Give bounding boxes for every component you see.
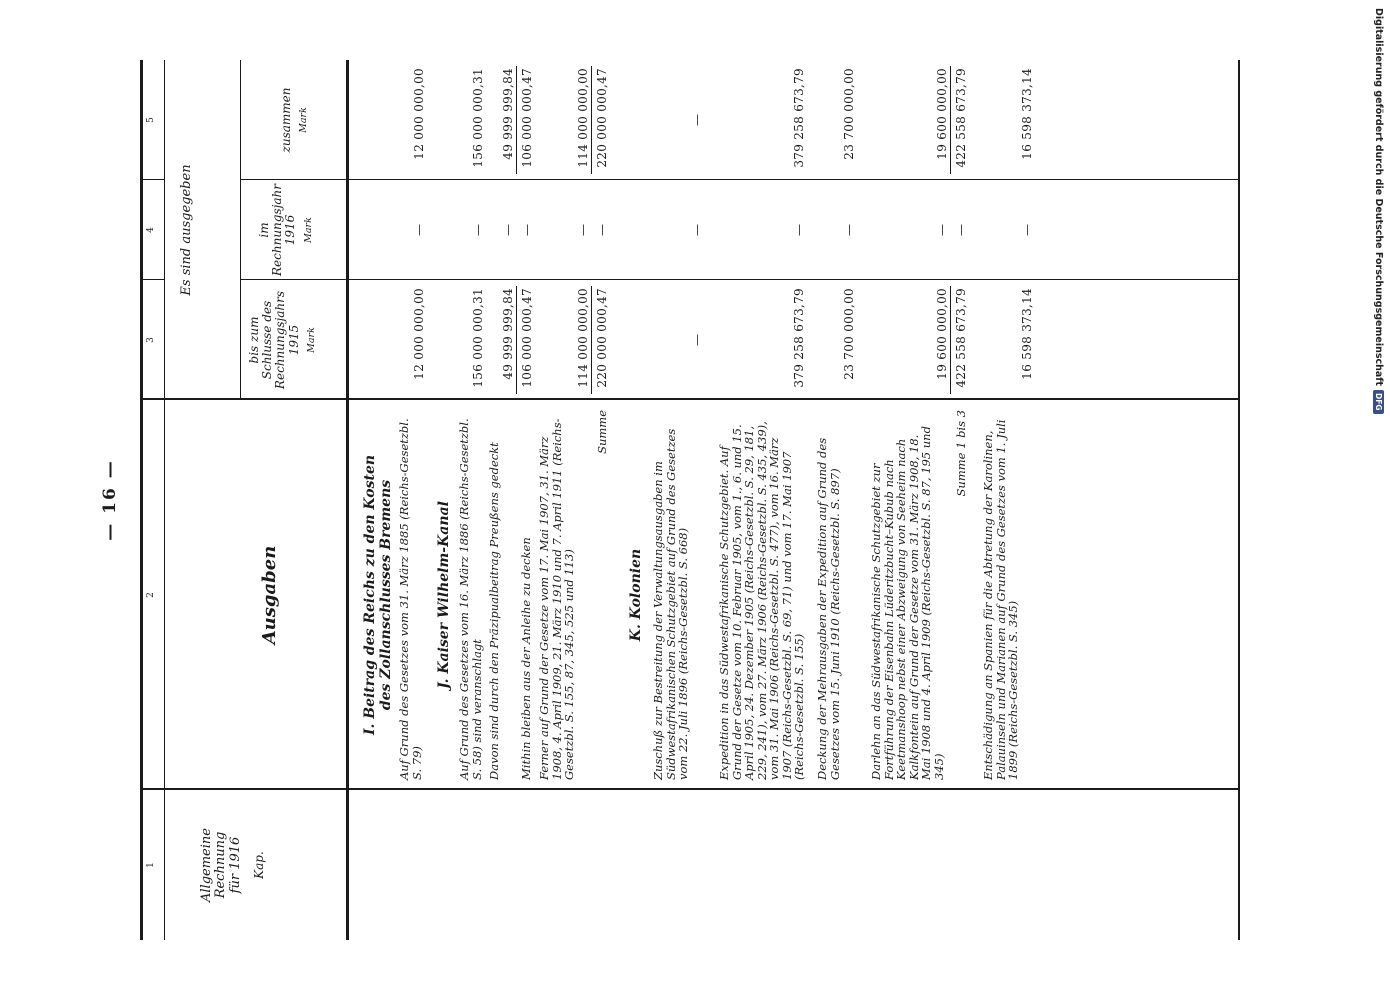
section-k-row-2b: Deckung der Mehrausgaben der Expedition auf Grund des Gesetzes vom 15. Juni 1910 (Reichs-Gesetzbl. S. 897) (815, 437, 842, 780)
col5-header-line: zusammen (279, 87, 293, 153)
col4-header-line: im (257, 222, 271, 238)
amount-j1-col3: 156 000 000,31 (471, 288, 485, 388)
rule-j2-col3 (516, 286, 517, 394)
section-k-row-4: Entschädigung an Spanien für die Abtretung der Karolinen, Palauinseln und Marianen auf Grund des Gesetzes vom 1. Juli 1899 (Reichs-Gesetzbl. S. 345) (981, 419, 1020, 780)
page-number: — 16 — (100, 459, 120, 541)
col5-header-unit: Mark (298, 107, 310, 133)
column-number-rule (164, 60, 165, 940)
amount-i-col3: 12 000 000,00 (412, 288, 426, 380)
column-number-4: 4 (146, 227, 156, 233)
col2-header: Ausgaben (259, 545, 280, 645)
amount-k3-col3: 19 600 000,00 (935, 288, 949, 380)
side-credit (1368, 8, 1390, 411)
col4-header-line: 1916 (283, 214, 298, 246)
amount-k2-col3: 379 258 673,79 (792, 288, 806, 388)
column-number-2: 2 (146, 592, 156, 598)
amount-j3-col5: 106 000 000,47 (520, 68, 534, 168)
col-divider-4 (240, 179, 1238, 180)
col1-header-line: für 1916 (227, 836, 243, 894)
dash-i-col4: — (412, 224, 426, 236)
table-bottom-rule (1238, 60, 1240, 940)
dash-k1-col5: — (690, 114, 704, 126)
group-header: Es sind ausgegeben (179, 164, 194, 296)
col-divider-1 (140, 788, 1240, 790)
amount-j4-col5: 114 000 000,00 (576, 68, 590, 168)
column-number-5: 5 (146, 117, 156, 123)
column-number-3: 3 (146, 337, 156, 343)
section-k-row-1: Zuschuß zur Bestreitung der Verwaltungsausgaben im Südwestafrikanischen Schutzgebiet auf Grund des Gesetzes vom 22. Juli 1896 (Reichs-Gesetzbl. S. 668) (651, 428, 690, 780)
col1-header-line: Rechnung (213, 831, 229, 899)
dash-j3-col4: — (520, 224, 534, 236)
section-j-row-4: Ferner auf Grund der Gesetze vom 17. Mai 1907, 31. März 1908, 4. April 1909, 21. März 1910 und 7. April 1911 (Reichs-Gesetzbl. S. 155, 87, 345, 525 und 113) (537, 418, 576, 780)
amount-j1-col5: 156 000 000,31 (471, 68, 485, 168)
column-number-1: 1 (146, 862, 156, 868)
dash-k2b-col4: — (842, 224, 856, 236)
dfg-logo: DFG (1374, 390, 1385, 414)
col1-header-line: Allgemeine (199, 828, 214, 902)
document-page (100, 60, 1240, 940)
amount-k2-col5: 379 258 673,79 (792, 68, 806, 168)
amount-k4-col3: 16 598 373,14 (1020, 288, 1034, 380)
dash-j1-col4: — (471, 224, 485, 236)
header-bottom-rule (346, 60, 349, 940)
amount-k4-col5: 16 598 373,14 (1020, 68, 1034, 160)
dash-k1-col3: — (690, 334, 704, 346)
section-j-row-3: Mithin bleiben aus der Anleihe zu decken (519, 537, 533, 780)
col3-header (248, 280, 317, 400)
dash-k2-col4: — (792, 224, 806, 236)
amount-j3-col3: 106 000 000,47 (520, 288, 534, 388)
amount-j4-col3: 114 000 000,00 (576, 288, 590, 388)
section-i-title-2: des Zollanschlusses Bremens (378, 479, 394, 711)
amount-k3-col5: 19 600 000,00 (935, 68, 949, 160)
col1-unit: Kap. (251, 851, 266, 879)
col4-header-line: Rechnungsjahr (270, 184, 285, 276)
section-j-row-2: Davon sind durch den Präzipualbeitrag Preußens gedeckt (487, 442, 501, 780)
col-divider-3-top (140, 279, 164, 280)
amount-k2b-col3: 23 700 000,00 (842, 288, 856, 380)
col5-header (280, 60, 310, 180)
col4-header (258, 180, 314, 280)
rule-k3-col5 (950, 66, 951, 174)
dash-ksum-col4: — (954, 224, 968, 236)
amount-jsum-col5: 220 000 000,47 (595, 68, 609, 168)
amount-k2b-col5: 23 700 000,00 (842, 68, 856, 160)
rule-j4-col3 (591, 286, 592, 394)
col3-header-line: 1915 (286, 324, 301, 356)
col3-header-line: Schlusse des (260, 300, 275, 380)
section-i-text: Auf Grund des Gesetzes vom 31. März 1885 (Reichs-Gesetzbl. S. 79) (397, 418, 424, 780)
credit-text: Digitalisierung gefördert durch die Deutsche Forschungsgemeinschaft (1373, 8, 1385, 386)
dash-k4-col4: — (1020, 224, 1034, 236)
dash-j4-col4: — (576, 224, 590, 236)
section-j-title: J. Kaiser Wilhelm-Kanal (436, 501, 452, 689)
rule-j4-col5 (591, 66, 592, 174)
section-j-row-1: Auf Grund des Gesetzes vom 16. März 1886 (Reichs-Gesetzbl. S. 58) sind veranschlagt (457, 418, 484, 780)
ledger-table (140, 60, 1240, 940)
col-divider-4-top (140, 179, 164, 180)
section-k-summe: Summe 1 bis 3 (954, 410, 968, 497)
amount-i-col5: 12 000 000,00 (412, 68, 426, 160)
amount-j2-col5: 49 999 999,84 (501, 68, 515, 160)
table-top-rule (140, 60, 143, 940)
section-k-row-2: Expedition in das Südwestafrikanische Schutzgebiet. Auf Grund der Gesetze vom 10. Februar 1905, vom 1., 6. und 15. April 1905, 24. Dezember 1905 (Reichs-Gesetzbl. S. 29, 181, 229, 241), vom 27. März 1906 (Reichs-Gesetzbl. S. 435, 439), vom 31. Mai 1906 (Reichs-Gesetzbl. S. 477), vom 16. März 1907 (Reichs-Gesetzbl. S. 69, 71) und vom 17. Mai 1907 (Reichs-Gesetzbl. S. 155) (717, 421, 806, 780)
section-j-summe: Summe (595, 410, 609, 454)
amount-ksum-col5: 422 558 673,79 (954, 68, 968, 168)
group-rule (240, 60, 241, 400)
col4-header-unit: Mark (302, 217, 314, 243)
col3-header-unit: Mark (305, 327, 317, 353)
rule-j2-col5 (516, 66, 517, 174)
amount-j2-col3: 49 999 999,84 (501, 288, 515, 380)
rule-k3-col3 (950, 286, 951, 394)
col1-header (200, 790, 266, 940)
dash-k1-col4: — (690, 224, 704, 236)
col-divider-3 (240, 279, 1238, 280)
amount-jsum-col3: 220 000 000,47 (595, 288, 609, 388)
col3-header-line: bis zum (247, 316, 261, 364)
dash-jsum-col4: — (595, 224, 609, 236)
dash-k3-col4: — (935, 224, 949, 236)
dash-j2-col4: — (501, 224, 515, 236)
col3-header-line: Rechnungsjahrs (273, 290, 288, 390)
amount-ksum-col3: 422 558 673,79 (954, 288, 968, 388)
section-k-title: K. Kolonien (628, 548, 644, 642)
section-i-title: I. Beitrag des Reichs zu den Kosten (362, 454, 378, 736)
section-k-row-3: Darlehn an das Südwestafrikanische Schutzgebiet zur Fortführung der Eisenbahn Lüderitzbucht–Kubub nach Keetmanshoop nebst einer Abzweigung von Seeheim nach Kalkfontein auf Grund der Gesetze vom 31. März 1908, 18. Mai 1908 und 4. April 1909 (Reichs-Gesetzbl. S. 87, 195 und 345) (869, 426, 946, 780)
